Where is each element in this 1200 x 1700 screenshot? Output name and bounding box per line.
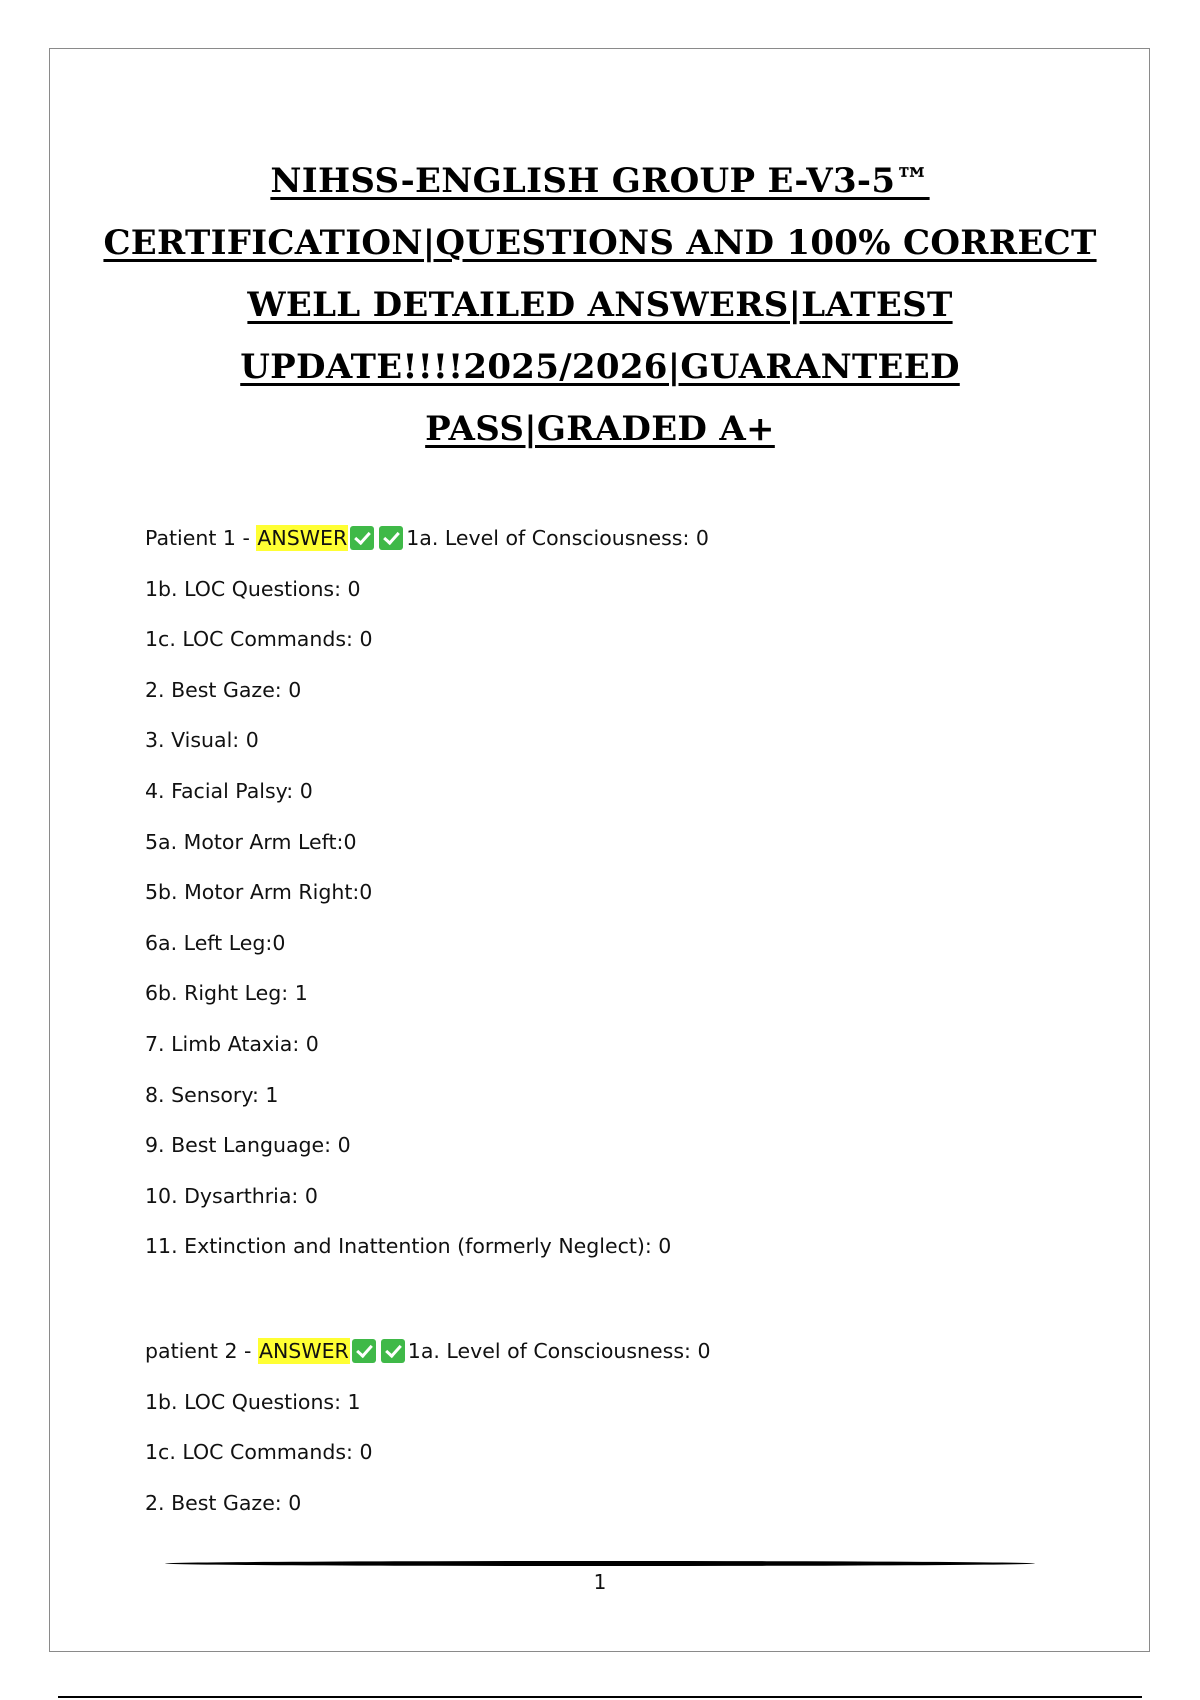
check-mark-icon [350, 526, 374, 550]
page-number: 1 [593, 1570, 607, 1594]
list-item: 2. Best Gaze: 0 [145, 677, 302, 702]
page-bottom-divider [58, 1696, 1142, 1698]
first-item: 1a. Level of Consciousness: 0 [407, 1338, 711, 1363]
list-item: 1b. LOC Questions: 0 [145, 576, 361, 601]
list-item: 8. Sensory: 1 [145, 1082, 279, 1107]
list-item: 3. Visual: 0 [145, 728, 259, 753]
patient-2-header [145, 1334, 1045, 1385]
list-item: 1b. LOC Questions: 1 [145, 1389, 361, 1414]
title-line-1: NIHSS-ENGLISH GROUP E-V3-5™ [270, 161, 930, 201]
list-item: 1c. LOC Commands: 0 [145, 627, 373, 652]
title-line-5: PASS|GRADED A+ [425, 409, 775, 449]
check-mark-icon [379, 526, 403, 550]
list-item: 5a. Motor Arm Left:0 [145, 829, 357, 854]
footer-divider [165, 1561, 1035, 1566]
list-item: 5b. Motor Arm Right:0 [145, 880, 373, 905]
list-item: 6b. Right Leg: 1 [145, 981, 308, 1006]
check-mark-icon [352, 1339, 376, 1363]
patient-1-header [145, 521, 1045, 572]
list-item: 4. Facial Palsy: 0 [145, 778, 313, 803]
title-line-3: WELL DETAILED ANSWERS|LATEST [247, 285, 953, 325]
list-item: 1c. LOC Commands: 0 [145, 1440, 373, 1465]
first-item: 1a. Level of Consciousness: 0 [406, 526, 709, 550]
list-item: 10. Dysarthria: 0 [145, 1183, 318, 1208]
title-line-4: UPDATE!!!!2025/2026|GUARANTEED [240, 347, 960, 387]
list-item: 6a. Left Leg:0 [145, 930, 286, 955]
patient-label: Patient 1 - [145, 526, 257, 550]
list-item: 11. Extinction and Inattention (formerly Neglect): 0 [145, 1234, 672, 1259]
list-item: 7. Limb Ataxia: 0 [145, 1031, 319, 1056]
answer-highlight: ANSWER [258, 1338, 349, 1363]
section-spacer [145, 1280, 1045, 1334]
list-item: 2. Best Gaze: 0 [145, 1490, 302, 1515]
list-item: 9. Best Language: 0 [145, 1133, 351, 1158]
patient-label: patient 2 - [145, 1338, 258, 1363]
check-mark-icon [381, 1339, 405, 1363]
title-line-2: CERTIFICATION|QUESTIONS AND 100% CORRECT [103, 223, 1097, 263]
document-body [145, 521, 1045, 1536]
answer-highlight: ANSWER [257, 526, 348, 550]
document-title [100, 150, 1100, 460]
